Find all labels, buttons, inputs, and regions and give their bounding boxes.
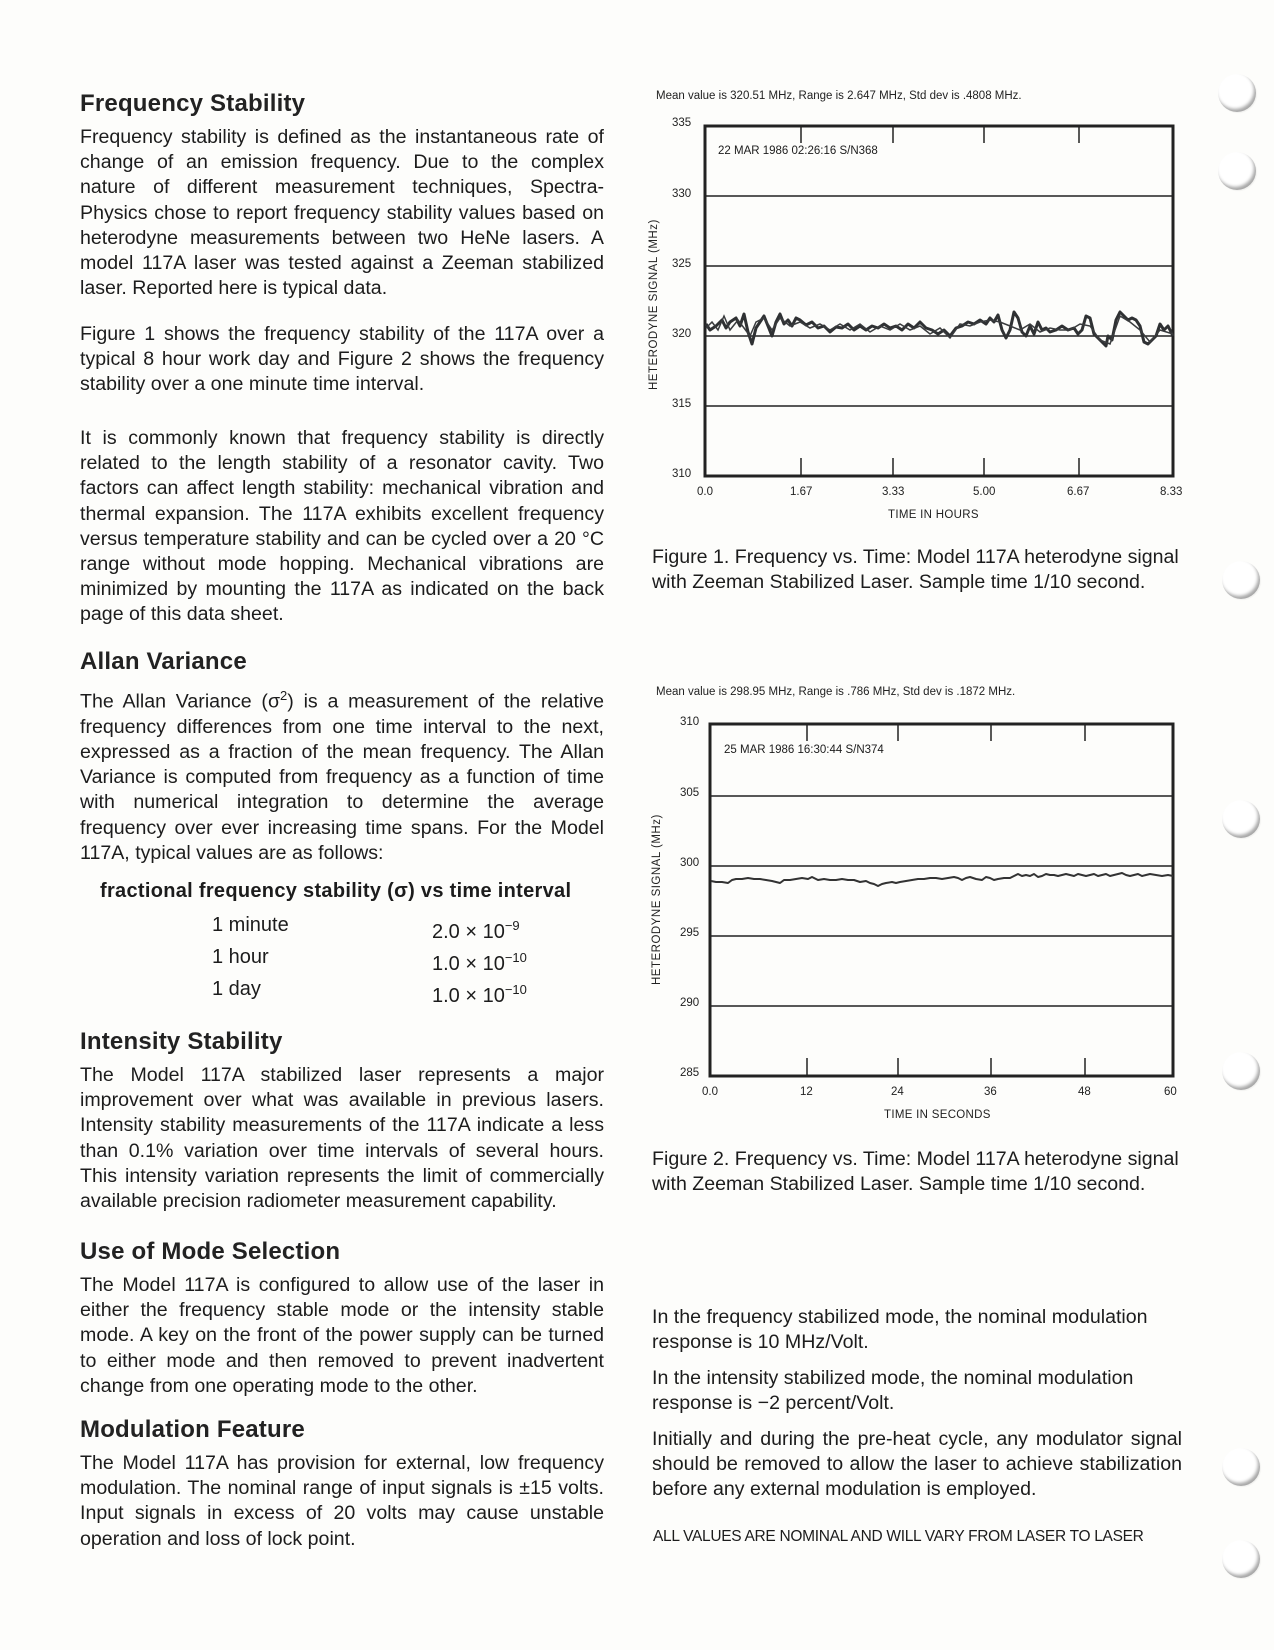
figure2-ytick: 300 [680,857,700,869]
figure2-xlabel: TIME IN SECONDS [884,1109,991,1121]
paragraph-frequency-stability-3: It is commonly known that frequency stability is directly related to the length stability of a resonator cavity. Two factors can affect length stability: mechanical vibration and thermal expansion. The 117A exhibits excellent frequency versus temperature stability and can be cycled over a 20 °C range without mode hopping. Mechanical vibrations are minimized by mounting the 117A as indicated on the back page of this data sheet. [80,427,604,626]
figure2-ytick: 290 [680,997,700,1009]
table-title: fractional frequency stability (σ) vs time interval [100,880,572,902]
allan-sup: 2 [280,688,288,703]
value-cell: $1.0 \times 10^{-10}$ [432,982,527,1007]
table-row [100,945,600,977]
figure2-ylabel: HETERODYNE SIGNAL (MHz) [651,814,663,985]
heading-modulation-feature: Modulation Feature [80,1416,305,1443]
binder-hole [1222,800,1260,838]
figure1-xtick: 1.67 [790,486,813,498]
binder-hole [1222,1448,1260,1486]
figure1-xtick: 3.33 [882,486,905,498]
figure1-xtick: 8.33 [1160,486,1183,498]
allan-text-a: The Allan Variance (σ [80,690,281,713]
figure1-ytick: 330 [672,188,692,200]
figure2-stamp: 25 MAR 1986 16:30:44 S/N374 [724,744,884,756]
figure1-chart [640,115,1200,535]
figure2-xtick: 36 [984,1086,997,1098]
figure1-stamp: 22 MAR 1986 02:26:16 S/N368 [718,145,878,157]
figure1-xlabel: TIME IN HOURS [888,509,979,521]
figure1-ytick: 325 [672,258,692,270]
binder-hole [1222,1052,1260,1090]
interval-cell: 1 minute [212,914,289,936]
figure2-xtick: 48 [1078,1086,1091,1098]
figure1-ytick: 310 [672,468,692,480]
figure2-xtick: 0.0 [702,1086,718,1098]
figure2-xtick: 60 [1164,1086,1177,1098]
figure2-xtick: 24 [891,1086,904,1098]
interval-cell: 1 day [212,978,261,1000]
table-row [100,977,600,1009]
binder-hole [1218,152,1256,190]
figure2-xtick: 12 [800,1086,813,1098]
figure2-ytick: 285 [680,1067,700,1079]
allan-text-b: ) is a measurement of the relative frequency differences from one time interval to the next, expressed as a fraction of the mean frequency. The Allan Variance is computed from frequency as a function of time with numerical integration to determine the average frequency over ever increasing time spans. For the Model 117A, typical values are as follows: [80,690,604,864]
figure1-stats: Mean value is 320.51 MHz, Range is 2.647 MHz, Std dev is .4808 MHz. [656,90,1022,102]
figure1-caption: Figure 1. Frequency vs. Time: Model 117A heterodyne signal with Zeeman Stabilized Laser. Sample time 1/10 second. [652,546,1179,594]
paragraph-modulation-feature: The Model 117A has provision for external, low frequency modulation. The nominal range of input signals is ±15 volts. Input signals in excess of 20 volts may cause unstable operation and loss of lock point. [80,1452,604,1550]
binder-hole [1222,561,1260,599]
figure1-xtick: 6.67 [1067,486,1090,498]
figure1-ytick: 320 [672,328,692,340]
binder-hole [1222,1540,1260,1578]
figure2-caption: Figure 2. Frequency vs. Time: Model 117A heterodyne signal with Zeeman Stabilized Laser. Sample time 1/10 second. [652,1148,1179,1196]
table-row [100,913,600,945]
figure2-stats: Mean value is 298.95 MHz, Range is .786 MHz, Std dev is .1872 MHz. [656,686,1016,698]
value-cell: $2.0 \times 10^{-9}$ [432,918,520,943]
figure2-ytick: 305 [680,787,700,799]
heading-mode-selection: Use of Mode Selection [80,1238,341,1265]
figure1-ylabel: HETERODYNE SIGNAL (MHz) [648,219,660,390]
paragraph-mode-selection: The Model 117A is configured to allow use of the laser in either the frequency stable mode or the intensity stable mode. A key on the front of the power supply can be turned to either mode and then removed to prevent inadvertent change from one operating mode to the other. [80,1274,604,1397]
interval-cell: 1 hour [212,946,269,968]
paragraph-allan-variance [80,683,604,866]
paragraph-frequency-stability-1: Frequency stability is defined as the instantaneous rate of change of an emission frequency. Due to the complex nature of different measurement techniques, Spectra-Physics chose to report frequency stability values based on heterodyne measurements between two HeNe lasers. A model 117A laser was tested against a Zeeman stabilized laser. Reported here is typical data. [80,126,604,300]
footer-nominal-values-note: ALL VALUES ARE NOMINAL AND WILL VARY FROM LASER TO LASER [653,1528,1144,1545]
figure1-ytick: 315 [672,398,692,410]
figure1-ytick: 335 [672,117,692,129]
value-cell: $1.0 \times 10^{-10}$ [432,950,527,975]
figure2-ytick: 295 [680,927,700,939]
paragraph-intensity-mode-response: In the intensity stabilized mode, the nominal modulation response is −2 percent/Volt. [652,1367,1134,1415]
figure1-xtick: 5.00 [973,486,996,498]
paragraph-frequency-stability-2: Figure 1 shows the frequency stability of the 117A over a typical 8 hour work day and Figure 2 shows the frequency stability over a one minute time interval. [80,323,604,396]
heading-intensity-stability: Intensity Stability [80,1028,283,1055]
heading-allan-variance: Allan Variance [80,648,247,675]
figure1-xtick: 0.0 [697,486,713,498]
paragraph-frequency-mode-response: In the frequency stabilized mode, the nominal modulation response is 10 MHz/Volt. [652,1306,1148,1354]
heading-frequency-stability: Frequency Stability [80,90,306,117]
paragraph-intensity-stability: The Model 117A stabilized laser represents a major improvement over what was available in previous lasers. Intensity stability measurements of the 117A indicate a less than 0.1% variation over time intervals of several hours. This intensity variation represents the limit of commercially available precision radiometer measurement capability. [80,1064,604,1213]
figure2-ytick: 310 [680,716,700,728]
figure2-chart [640,710,1200,1130]
allan-variance-table [100,880,600,1009]
paragraph-preheat-note: Initially and during the pre-heat cycle, any modulator signal should be removed to allow the laser to achieve stabilization before any external modulation is employed. [652,1428,1182,1501]
binder-hole [1218,74,1256,112]
